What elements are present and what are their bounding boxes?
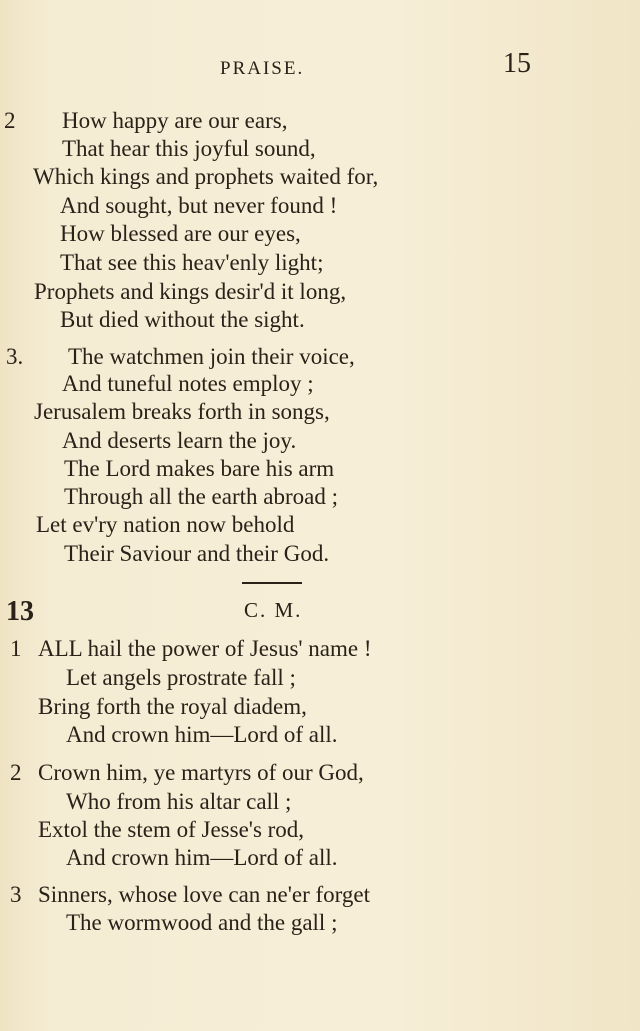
verse-line: Crown him, ye martyrs of our God, xyxy=(38,760,364,785)
verse-line: Which kings and prophets waited for, xyxy=(33,164,379,189)
verse-line: Through all the earth abroad ; xyxy=(64,484,338,509)
verse-line: Who from his altar call ; xyxy=(66,789,292,814)
verse-line: Let angels prostrate fall ; xyxy=(66,665,296,690)
verse-line: How blessed are our eyes, xyxy=(60,221,301,246)
verse-line: And crown him—Lord of all. xyxy=(66,845,338,870)
verse-line: And tuneful notes employ ; xyxy=(62,371,314,396)
verse-line: And deserts learn the joy. xyxy=(62,428,297,453)
stanza-number: 2 xyxy=(4,108,16,133)
verse-line: Prophets and kings desir'd it long, xyxy=(34,279,347,304)
verse-line: ALL hail the power of Jesus' name ! xyxy=(38,636,372,661)
verse-line: The Lord makes bare his arm xyxy=(64,456,335,481)
verse-line: But died without the sight. xyxy=(60,307,305,332)
page-number: 15 xyxy=(503,48,531,79)
verse-line: Bring forth the royal diadem, xyxy=(38,694,307,719)
stanza-number: 3. xyxy=(6,344,24,369)
stanza-number: 2 xyxy=(10,760,22,785)
verse-line: That see this heav'enly light; xyxy=(60,250,324,275)
verse-line: And sought, but never found ! xyxy=(60,193,338,218)
running-head: PRAISE. xyxy=(220,58,305,79)
verse-line: Their Saviour and their God. xyxy=(64,541,330,566)
verse-line: How happy are our ears, xyxy=(62,108,288,133)
hymn-number: 13 xyxy=(6,596,34,627)
stanza-number: 1 xyxy=(10,636,22,661)
verse-line: The watchmen join their voice, xyxy=(68,344,355,369)
verse-line: The wormwood and the gall ; xyxy=(66,910,338,935)
verse-line: Extol the stem of Jesse's rod, xyxy=(38,817,305,842)
verse-line: Sinners, whose love can ne'er forget xyxy=(38,882,371,907)
verse-line: And crown him—Lord of all. xyxy=(66,722,338,747)
page-header xyxy=(0,48,640,82)
verse-line: Let ev'ry nation now behold xyxy=(36,512,295,537)
stanza-number: 3 xyxy=(10,882,22,907)
hymn-meter: C. M. xyxy=(244,598,303,622)
verse-line: That hear this joyful sound, xyxy=(62,136,316,161)
section-divider xyxy=(242,582,302,584)
verse-line: Jerusalem breaks forth in songs, xyxy=(34,399,330,424)
